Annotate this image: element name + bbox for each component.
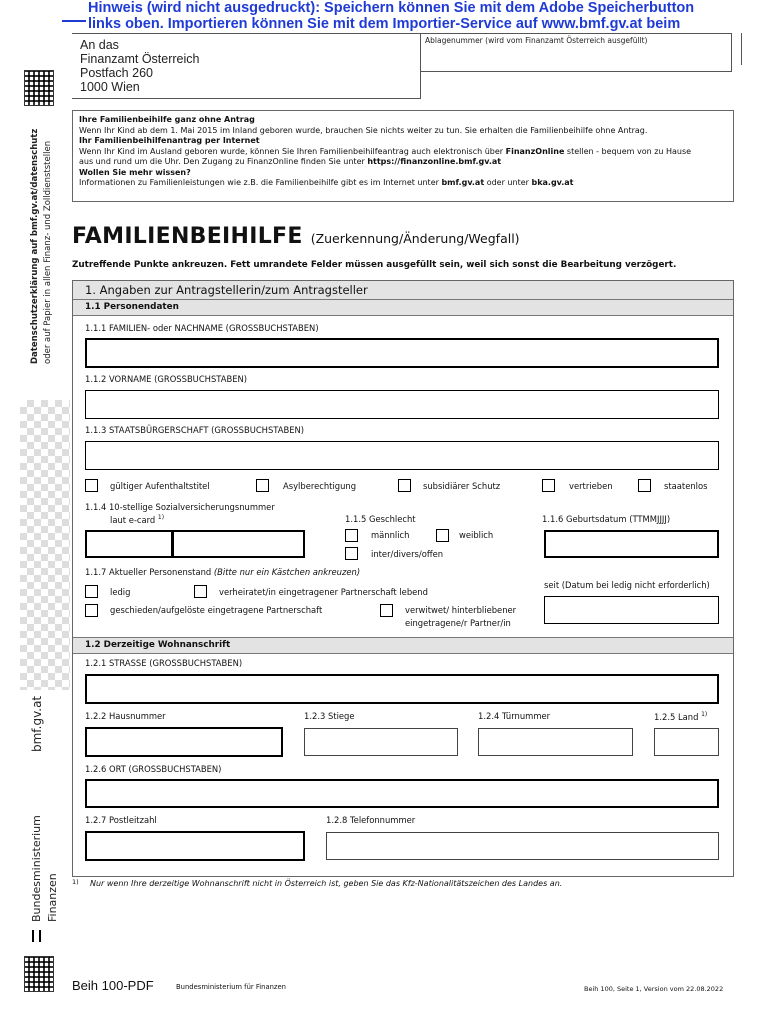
status-checkbox-residence[interactable]	[85, 479, 98, 492]
label-1-2-5	[654, 711, 707, 722]
subsection-1-1-heading: 1.1 Personendaten	[85, 302, 179, 312]
phone-input[interactable]	[326, 832, 719, 860]
hint-rule	[62, 20, 86, 22]
info-text-1: Wenn Ihr Kind ab dem 1. Mai 2015 im Inland geboren wurde, brauchen Sie nichts weiter zu tun. Sie erhalten die Familienbeihilfe ohne Antrag.	[79, 125, 648, 135]
recipient-address	[72, 33, 421, 99]
label-since: seit (Datum bei ledig nicht erforderlich)	[544, 580, 710, 590]
label-1-2-1: 1.2.1 STRASSE (GROSSBUCHSTABEN)	[85, 658, 243, 668]
subsection-1-2-header	[73, 637, 733, 654]
hint-line-1: Hinweis (wird nicht ausgedruckt): Speichern können Sie mit dem Adobe Speicherbutton	[88, 0, 695, 16]
label-1-2-8: 1.2.8 Telefonnummer	[326, 815, 416, 825]
status-checkbox-stateless[interactable]	[638, 479, 651, 492]
status-label-asylum: Asylberechtigung	[283, 481, 357, 491]
subsection-1-1-header	[73, 300, 733, 316]
footer-form-id: Beih 100-PDF	[72, 978, 154, 993]
ablagenummer-field[interactable]	[420, 33, 732, 72]
marital-label-single: ledig	[110, 587, 131, 597]
label-1-2-7: 1.2.7 Postleitzahl	[85, 815, 157, 825]
instruction-text: Zutreffende Punkte ankreuzen. Fett umrandete Felder müssen ausgefüllt sein, weil sich sonst die Bearbeitung verzögert.	[72, 260, 677, 270]
right-margin-rule	[741, 33, 742, 65]
label-1-1-2: 1.1.2 VORNAME (GROSSBUCHSTABEN)	[85, 374, 248, 384]
street-input[interactable]	[85, 674, 719, 704]
footnote-text: Nur wenn Ihre derzeitige Wohnanschrift nicht in Österreich ist, geben Sie das Kfz-Nationalitätszeichen des Landes an.	[90, 879, 563, 888]
footnote-marker: 1)	[72, 878, 79, 886]
privacy-note-line-2: oder auf Papier in allen Finanz- und Zolldienststellen	[43, 140, 53, 364]
label-1-2-3: 1.2.3 Stiege	[304, 711, 355, 721]
firstname-input[interactable]	[85, 390, 719, 419]
address-line-1: An das	[80, 38, 119, 52]
side-ministry-line-2: Finanzen	[46, 873, 59, 922]
footnote-ref: 1)	[157, 514, 165, 521]
footer-page-info: Beih 100, Seite 1, Version vom 22.08.2022	[584, 985, 724, 993]
svnr-part-1-input[interactable]	[85, 530, 173, 558]
privacy-note-line-1: Datenschutzerklärung auf bmf.gv.at/datenschutz	[30, 128, 40, 364]
finanzonline-link[interactable]: FinanzOnline	[505, 146, 565, 156]
marital-hint: (Bitte nur ein Kästchen ankreuzen)	[213, 567, 361, 577]
gender-checkbox-inter[interactable]	[345, 547, 358, 560]
house-number-input[interactable]	[85, 727, 283, 757]
label-1-2-2: 1.2.2 Hausnummer	[85, 711, 166, 721]
marital-checkbox-widowed[interactable]	[380, 604, 393, 617]
status-label-displaced: vertrieben	[569, 481, 613, 491]
ministry-logo-icon	[32, 930, 41, 942]
country-label: 1.2.5 Land	[654, 711, 699, 722]
birthdate-input[interactable]	[544, 530, 719, 558]
address-line-4: 1000 Wien	[80, 80, 140, 94]
marital-checkbox-divorced[interactable]	[85, 604, 98, 617]
label-1-1-3: 1.1.3 STAATSBÜRGERSCHAFT (GROSSBUCHSTABEN)	[85, 425, 305, 435]
info-heading-2: Ihr Familienbeihilfenantrag per Internet	[79, 136, 260, 145]
background-pattern	[20, 400, 70, 690]
ecard-text: laut e-card	[110, 514, 156, 525]
info-text-3a: Informationen zu Familienleistungen wie z.B. die Familienbeihilfe gibt es im Internet unter	[79, 178, 442, 187]
info-box	[72, 110, 734, 202]
marital-label-divorced: geschieden/aufgelöste eingetragene Partnerschaft	[110, 605, 323, 615]
info-heading-1: Ihre Familienbeihilfe ganz ohne Antrag	[79, 115, 255, 124]
info-text-2d: aus und rund um die Uhr. Den Zugang zu FinanzOnline finden Sie unter	[79, 157, 368, 166]
gender-label-inter: inter/divers/offen	[371, 549, 444, 559]
svnr-part-2-input[interactable]	[172, 530, 305, 558]
section-1-header	[73, 281, 733, 300]
staircase-input[interactable]	[304, 728, 458, 756]
footer-ministry: Bundesministerium für Finanzen	[176, 983, 286, 991]
marital-label-married: verheiratet/in eingetragener Partnerschaft lebend	[219, 587, 428, 597]
marital-label: 1.1.7 Aktueller Personenstand	[85, 567, 214, 577]
label-1-1-6: 1.1.6 Geburtsdatum (TTMMJJJJ)	[542, 514, 671, 524]
label-1-2-6: 1.2.6 ORT (GROSSBUCHSTABEN)	[85, 764, 222, 774]
label-1-1-4-ecard	[110, 514, 164, 525]
marital-checkbox-married[interactable]	[194, 585, 207, 598]
finanzonline-url-link[interactable]: https://finanzonline.bmf.gv.at	[367, 157, 502, 166]
status-checkbox-subsidiary[interactable]	[398, 479, 411, 492]
label-1-1-1: 1.1.1 FAMILIEN- oder NACHNAME (GROSSBUCHSTABEN)	[85, 323, 319, 333]
info-text-3c: oder unter	[484, 178, 532, 187]
title-sub: (Zuerkennung/Änderung/Wegfall)	[310, 231, 520, 246]
hint-line-2: links oben. Importieren können Sie mit dem Importier-Service auf www.bmf.gv.at beim	[88, 16, 681, 32]
label-1-1-5: 1.1.5 Geschlecht	[345, 514, 416, 524]
page-title	[72, 224, 520, 249]
status-label-subsidiary: subsidiärer Schutz	[423, 481, 501, 491]
label-1-1-4: 1.1.4 10-stellige Sozialversicherungsnummer	[85, 502, 275, 512]
info-text-2c: stellen - bequem von zu Hause	[564, 146, 692, 156]
side-ministry-line-1: Bundesministerium	[30, 815, 43, 922]
info-heading-3: Wollen Sie mehr wissen?	[79, 167, 191, 177]
postal-code-input[interactable]	[85, 831, 305, 861]
address-line-3: Postfach 260	[80, 66, 153, 80]
status-checkbox-displaced[interactable]	[542, 479, 555, 492]
side-url: bmf.gv.at	[30, 695, 44, 752]
door-number-input[interactable]	[478, 728, 633, 756]
qr-code-bottom	[24, 956, 54, 992]
marital-checkbox-single[interactable]	[85, 585, 98, 598]
status-label-stateless: staatenlos	[664, 481, 708, 491]
bka-link[interactable]: bka.gv.at	[531, 178, 574, 187]
ablagenummer-label: Ablagenummer (wird vom Finanzamt Österreich ausgefüllt)	[425, 36, 648, 45]
status-checkbox-asylum[interactable]	[256, 479, 269, 492]
gender-label-female: weiblich	[459, 530, 494, 540]
surname-input[interactable]	[85, 338, 719, 368]
gender-checkbox-male[interactable]	[345, 529, 358, 542]
marital-label-widowed-1: verwitwet/ hinterbliebener	[405, 605, 517, 615]
bmf-link[interactable]: bmf.gv.at	[441, 178, 485, 187]
address-line-2: Finanzamt Österreich	[80, 52, 200, 66]
citizenship-input[interactable]	[85, 441, 719, 470]
qr-code-top	[24, 70, 54, 106]
marital-since-input[interactable]	[544, 596, 719, 624]
section-1-heading: 1. Angaben zur Antragstellerin/zum Antragsteller	[85, 283, 368, 297]
city-input[interactable]	[85, 779, 719, 808]
label-1-2-4: 1.2.4 Türnummer	[478, 711, 551, 721]
label-1-1-7	[85, 567, 360, 577]
footnote-ref-2: 1)	[701, 711, 708, 718]
marital-label-widowed-2: eingetragene/r Partner/in	[405, 618, 511, 628]
print-hint	[88, 0, 748, 32]
subsection-1-2-heading: 1.2 Derzeitige Wohnanschrift	[85, 640, 231, 650]
gender-label-male: männlich	[371, 530, 410, 540]
info-text-2a: Wenn Ihr Kind im Ausland geboren wurde, können Sie Ihren Familienbeihilfeantrag auch elektronisch über	[79, 146, 506, 156]
status-label-residence: gültiger Aufenthaltstitel	[110, 481, 210, 491]
title-main: FAMILIENBEIHILFE	[72, 224, 303, 249]
country-input[interactable]	[654, 728, 719, 756]
gender-checkbox-female[interactable]	[436, 529, 449, 542]
